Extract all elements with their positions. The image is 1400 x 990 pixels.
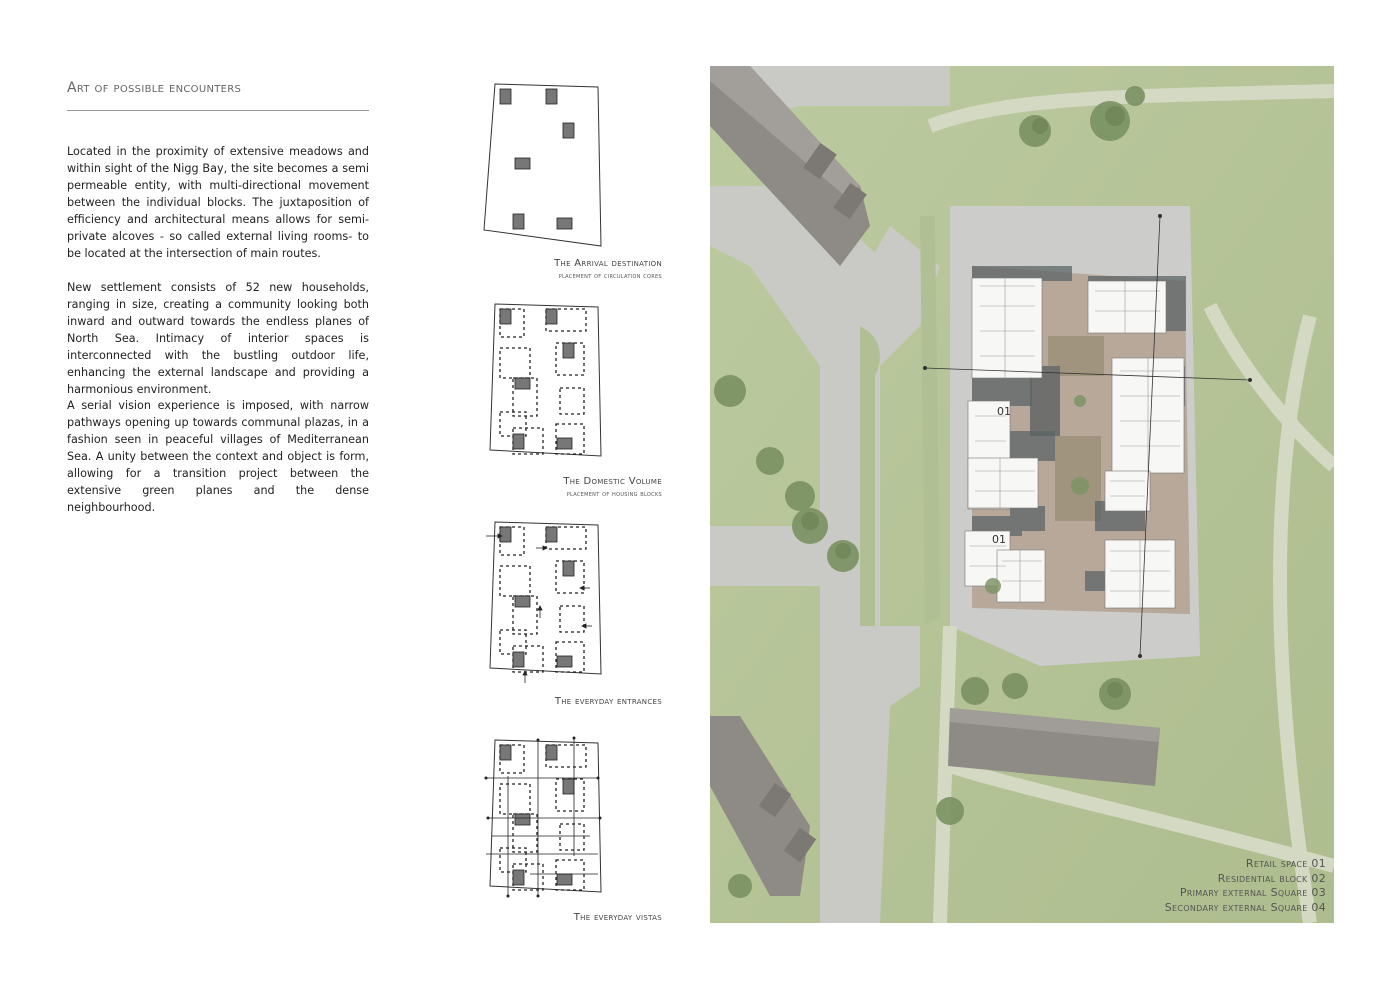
diagram-arrival-destination bbox=[480, 80, 662, 280]
diagram-domestic-volume bbox=[480, 300, 662, 500]
page-title: Art of possible encounters bbox=[67, 80, 242, 96]
serial-vision-paragraph: A serial vision experience is imposed, with narrow pathways opening up towards communal plazas, in a fashion seen in peaceful villages of Mediterranean Sea. A unity between the context and object is form, allowing for a transition project between the extensive green planes and the dense neighbourhood. bbox=[67, 399, 369, 514]
vistas-diagram-drawing bbox=[480, 736, 662, 908]
settlement-paragraph: New settlement consists of 52 new households, ranging in size, creating a community looking both inward and outward towards the endless planes of North Sea. Intimacy of interior spaces is interconnected with the bustling outdoor life, enhancing the external landscape and providing a harmonious environment. bbox=[67, 281, 369, 396]
diagram-title: The everyday vistas bbox=[573, 912, 662, 923]
diagram-title: The Domestic Volume bbox=[563, 476, 662, 487]
legend-retail-space: Retail space 01 bbox=[1245, 857, 1326, 870]
legend-secondary-square: Secondary external Square 04 bbox=[1164, 901, 1326, 914]
title-divider bbox=[67, 110, 369, 111]
site-plan bbox=[710, 66, 1334, 923]
intro-paragraph: Located in the proximity of extensive meadows and within sight of the Nigg Bay, the site becomes a semi permeable entity, with multi-directional movement between the individual blocks. The juxtaposition of efficiency and architectural means allows for semi-private alcoves - so called external living rooms- to be located at the intersection of main routes. bbox=[67, 145, 369, 260]
diagram-title: The everyday entrances bbox=[554, 696, 662, 707]
block-label-01-upper: 01 bbox=[997, 405, 1011, 418]
domestic-diagram-drawing bbox=[480, 300, 662, 472]
site-plan-drawing bbox=[710, 66, 1334, 923]
diagram-everyday-vistas bbox=[480, 736, 662, 931]
diagram-title: The Arrival destination bbox=[554, 258, 662, 269]
legend-residential-block: Residential block 02 bbox=[1217, 872, 1326, 885]
entrances-diagram-drawing bbox=[480, 518, 662, 690]
diagram-subtitle: placement of housing blocks bbox=[566, 490, 662, 498]
legend-primary-square: Primary external Square 03 bbox=[1179, 886, 1326, 899]
diagram-subtitle: placement of circulation cores bbox=[558, 272, 662, 280]
arrival-diagram-drawing bbox=[480, 80, 662, 252]
diagram-everyday-entrances bbox=[480, 518, 662, 713]
block-label-01-lower: 01 bbox=[992, 533, 1006, 546]
